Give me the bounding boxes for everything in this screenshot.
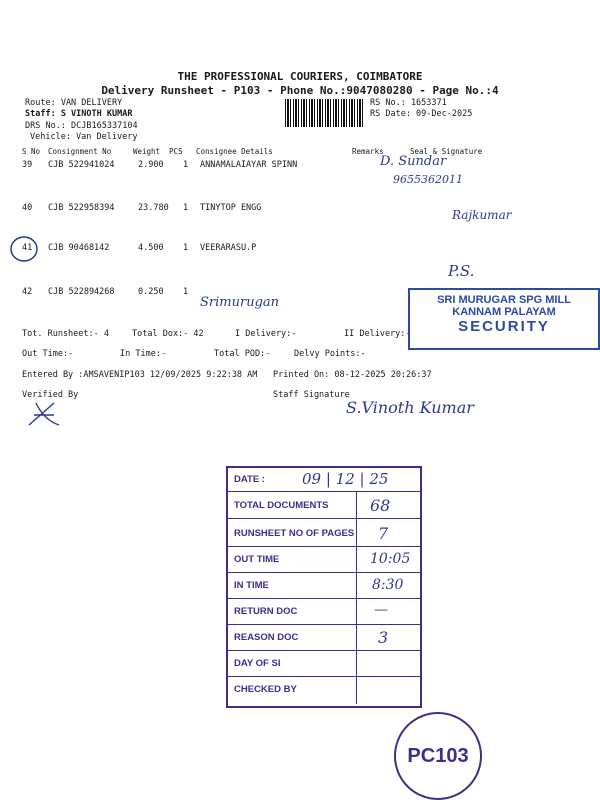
stamp-line3: SECURITY bbox=[458, 318, 550, 335]
staff-label: Staff: S VINOTH KUMAR bbox=[25, 109, 133, 119]
total-dox: Total Dox:- 42 bbox=[132, 329, 204, 339]
stamp-total-documents-value: 68 bbox=[370, 496, 391, 515]
staff-signature: S.Vinoth Kumar bbox=[346, 398, 474, 417]
pc-stamp: PC103 bbox=[394, 712, 482, 800]
row-consignment: CJB 522941024 bbox=[48, 160, 115, 170]
stamp-reason-doc-value: 3 bbox=[378, 628, 389, 647]
stamp-out-time-value: 10:05 bbox=[370, 551, 411, 567]
verified-signature bbox=[24, 395, 64, 435]
entered-by: Entered By :AMSAVENIP103 12/09/2025 9:22:38 AM bbox=[22, 370, 258, 380]
row-weight: 4.500 bbox=[138, 243, 164, 253]
row-weight: 0.250 bbox=[138, 287, 164, 297]
ii-delivery: II Delivery:- bbox=[344, 329, 411, 339]
row-sno: 42 bbox=[22, 287, 33, 297]
drs-number: DRS No.: DCJB165337104 bbox=[25, 121, 138, 131]
row-pcs: 1 bbox=[183, 203, 189, 213]
row-sno: 40 bbox=[22, 203, 33, 213]
stamp-in-time-label: IN TIME bbox=[234, 580, 269, 591]
row-consignee: TINYTOP ENGG bbox=[200, 203, 262, 213]
col-consignment: Consignment No bbox=[48, 147, 112, 156]
row-sno: 41 bbox=[22, 243, 33, 253]
stamp-day-label: DAY OF SI bbox=[234, 658, 281, 669]
stamp-runsheet-pages-label: RUNSHEET NO OF PAGES bbox=[234, 528, 355, 539]
row-pcs: 1 bbox=[183, 243, 189, 253]
row-weight: 23.780 bbox=[138, 203, 169, 213]
stamp-runsheet-pages-value: 7 bbox=[378, 524, 389, 543]
total-runsheet: Tot. Runsheet:- 4 bbox=[22, 329, 109, 339]
vehicle-label: Vehicle: Van Delivery bbox=[30, 132, 138, 142]
row-consignee: VEERARASU.P bbox=[200, 243, 257, 253]
row-weight: 2.900 bbox=[138, 160, 164, 170]
verified-by-label: Verified By bbox=[22, 390, 79, 400]
row42-signature: Srimurugan bbox=[200, 295, 280, 310]
rs-date: RS Date: 09-Dec-2025 bbox=[370, 109, 473, 119]
col-sno: S No bbox=[22, 147, 41, 156]
staff-signature-label: Staff Signature bbox=[273, 390, 350, 400]
company-stamp bbox=[408, 288, 600, 350]
barcode bbox=[285, 99, 363, 127]
total-pod: Total POD:- bbox=[214, 349, 271, 359]
stamp-in-time-value: 8:30 bbox=[372, 577, 404, 593]
row-consignment: CJB 522958394 bbox=[48, 203, 115, 213]
row-pcs: 1 bbox=[183, 160, 189, 170]
row-consignment: CJB 522894268 bbox=[48, 287, 115, 297]
summary-stamp bbox=[226, 466, 422, 708]
stamp-line2: KANNAM PALAYAM bbox=[452, 306, 556, 318]
col-weight: Weight bbox=[133, 147, 161, 156]
delvy-points: Delvy Points:- bbox=[294, 349, 366, 359]
row-pcs: 1 bbox=[183, 287, 189, 297]
stamp-total-documents-label: TOTAL DOCUMENTS bbox=[234, 500, 329, 511]
circle-mark bbox=[8, 234, 40, 264]
stamp-out-time-label: OUT TIME bbox=[234, 554, 280, 565]
row40-signature: Rajkumar bbox=[452, 208, 512, 222]
stamp-reason-doc-label: REASON DOC bbox=[234, 632, 299, 643]
rs-number: RS No.: 1653371 bbox=[370, 98, 447, 108]
i-delivery: I Delivery:- bbox=[235, 329, 297, 339]
row39-signature: D. Sundar bbox=[380, 154, 447, 169]
out-time: Out Time:- bbox=[22, 349, 74, 359]
row-sno: 39 bbox=[22, 160, 33, 170]
company-title: THE PROFESSIONAL COURIERS, COIMBATORE bbox=[177, 70, 423, 83]
col-consignee: Consignee Details bbox=[196, 147, 273, 156]
runsheet-title: Delivery Runsheet - P103 - Phone No.:9047080280 - Page No.:4 bbox=[101, 84, 499, 97]
stamp-line1: SRI MURUGAR SPG MILL bbox=[437, 294, 571, 306]
stamp-return-doc-label: RETURN DOC bbox=[234, 606, 298, 617]
row39-phone: 9655362011 bbox=[393, 173, 463, 186]
stamp-checked-by-label: CHECKED BY bbox=[234, 684, 297, 695]
col-remarks: Remarks bbox=[352, 147, 384, 156]
in-time: In Time:- bbox=[120, 349, 167, 359]
stamp-date-value: 09 | 12 | 25 bbox=[302, 470, 389, 488]
route-label: Route: VAN DELIVERY bbox=[25, 98, 123, 108]
row-consignee: ANNAMALAIAYAR SPINN bbox=[200, 160, 298, 170]
stamp-date-label: DATE : bbox=[234, 474, 265, 485]
col-seal-signature: Seal & Signature bbox=[410, 147, 483, 156]
row41-signature: P.S. bbox=[448, 262, 475, 280]
printed-on: Printed On: 08-12-2025 20:26:37 bbox=[273, 370, 432, 380]
stamp-return-doc-value: — bbox=[374, 602, 388, 618]
col-pcs: PCS bbox=[169, 147, 183, 156]
row-consignment: CJB 90468142 bbox=[48, 243, 110, 253]
